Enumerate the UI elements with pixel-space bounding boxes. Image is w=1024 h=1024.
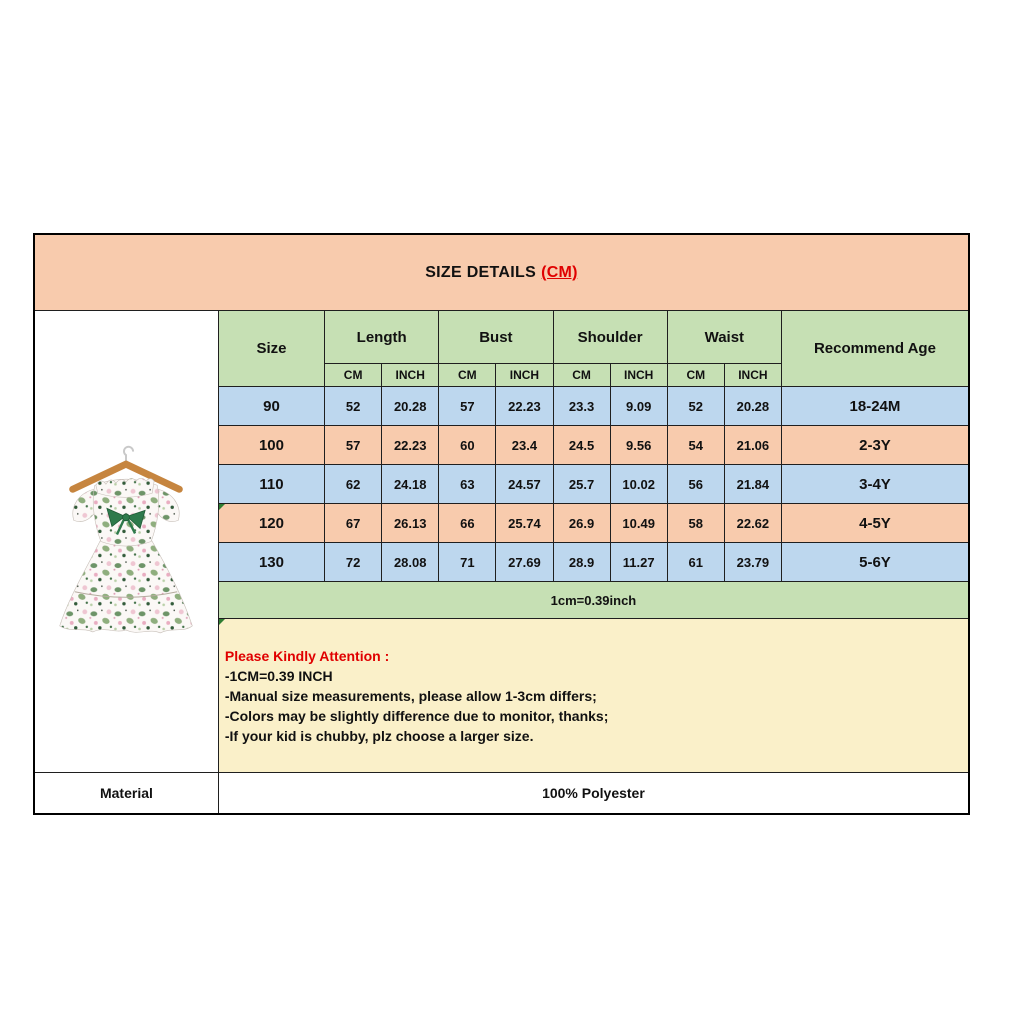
- attention-heading: Please Kindly Attention :: [224, 647, 390, 664]
- header-row: [34, 311, 969, 364]
- product-image: [35, 311, 218, 772]
- value-cell: 57: [325, 426, 382, 465]
- value-cell: 24.57: [496, 465, 553, 504]
- value-cell: 28.08: [382, 543, 439, 582]
- column-header-waist: Waist: [667, 311, 781, 364]
- value-cell: 9.09: [610, 387, 667, 426]
- subheader-cm: CM: [667, 364, 724, 387]
- subheader-inch: INCH: [382, 364, 439, 387]
- value-cell: 20.28: [382, 387, 439, 426]
- attention-line: -Colors may be slightly difference due to monitor, thanks;: [224, 707, 609, 724]
- size-details-table: [33, 233, 970, 815]
- attention-line: -1CM=0.39 INCH: [224, 667, 333, 684]
- size-cell: 120: [218, 504, 324, 543]
- value-cell: 28.9: [553, 543, 610, 582]
- value-cell: 23.79: [724, 543, 781, 582]
- age-cell: 4-5Y: [781, 504, 969, 543]
- subheader-cm: CM: [325, 364, 382, 387]
- value-cell: 67: [325, 504, 382, 543]
- value-cell: 60: [439, 426, 496, 465]
- cell-flag-triangle-icon: [219, 504, 225, 510]
- column-header-shoulder: Shoulder: [553, 311, 667, 364]
- value-cell: 56: [667, 465, 724, 504]
- size-cell: 110: [218, 465, 324, 504]
- value-cell: 57: [439, 387, 496, 426]
- value-cell: 54: [667, 426, 724, 465]
- subheader-inch: INCH: [496, 364, 553, 387]
- value-cell: 22.23: [496, 387, 553, 426]
- floral-dress-graphic: [40, 439, 212, 645]
- value-cell: 62: [325, 465, 382, 504]
- value-cell: 20.28: [724, 387, 781, 426]
- subheader-inch: INCH: [724, 364, 781, 387]
- value-cell: 52: [667, 387, 724, 426]
- age-cell: 18-24M: [781, 387, 969, 426]
- column-header-age: Recommend Age: [781, 311, 969, 387]
- age-cell: 3-4Y: [781, 465, 969, 504]
- title-unit: (CM): [541, 263, 578, 281]
- cell-flag-triangle-icon: [219, 619, 225, 625]
- value-cell: 10.49: [610, 504, 667, 543]
- attention-line: -Manual size measurements, please allow 1-3cm differs;: [224, 687, 597, 704]
- column-header-size: Size: [218, 311, 324, 387]
- value-cell: 66: [439, 504, 496, 543]
- value-cell: 25.7: [553, 465, 610, 504]
- subheader-inch: INCH: [610, 364, 667, 387]
- conversion-note: 1cm=0.39inch: [218, 582, 969, 619]
- value-cell: 63: [439, 465, 496, 504]
- age-cell: 2-3Y: [781, 426, 969, 465]
- value-cell: 21.06: [724, 426, 781, 465]
- value-cell: 26.9: [553, 504, 610, 543]
- title-text: SIZE DETAILS: [425, 263, 537, 281]
- value-cell: 9.56: [610, 426, 667, 465]
- value-cell: 26.13: [382, 504, 439, 543]
- value-cell: 22.62: [724, 504, 781, 543]
- subheader-cm: CM: [553, 364, 610, 387]
- attention-cell: [218, 619, 969, 773]
- value-cell: 23.3: [553, 387, 610, 426]
- value-cell: 58: [667, 504, 724, 543]
- attention-line: -If your kid is chubby, plz choose a larger size.: [224, 727, 534, 744]
- value-cell: 23.4: [496, 426, 553, 465]
- value-cell: 71: [439, 543, 496, 582]
- column-header-length: Length: [325, 311, 439, 364]
- subheader-cm: CM: [439, 364, 496, 387]
- age-cell: 5-6Y: [781, 543, 969, 582]
- value-cell: 27.69: [496, 543, 553, 582]
- value-cell: 25.74: [496, 504, 553, 543]
- material-label: Material: [34, 773, 218, 815]
- material-row: [34, 773, 969, 815]
- product-image-cell: [34, 311, 218, 773]
- attention-block: [219, 619, 968, 772]
- value-cell: 24.18: [382, 465, 439, 504]
- size-cell: 130: [218, 543, 324, 582]
- dress-body: [60, 478, 193, 633]
- column-header-bust: Bust: [439, 311, 553, 364]
- value-cell: 22.23: [382, 426, 439, 465]
- value-cell: 52: [325, 387, 382, 426]
- value-cell: 24.5: [553, 426, 610, 465]
- table-title: [34, 234, 969, 311]
- value-cell: 61: [667, 543, 724, 582]
- material-value: 100% Polyester: [218, 773, 969, 815]
- size-cell: 90: [218, 387, 324, 426]
- value-cell: 72: [325, 543, 382, 582]
- value-cell: 11.27: [610, 543, 667, 582]
- value-cell: 21.84: [724, 465, 781, 504]
- title-row: [34, 234, 969, 311]
- size-cell: 100: [218, 426, 324, 465]
- value-cell: 10.02: [610, 465, 667, 504]
